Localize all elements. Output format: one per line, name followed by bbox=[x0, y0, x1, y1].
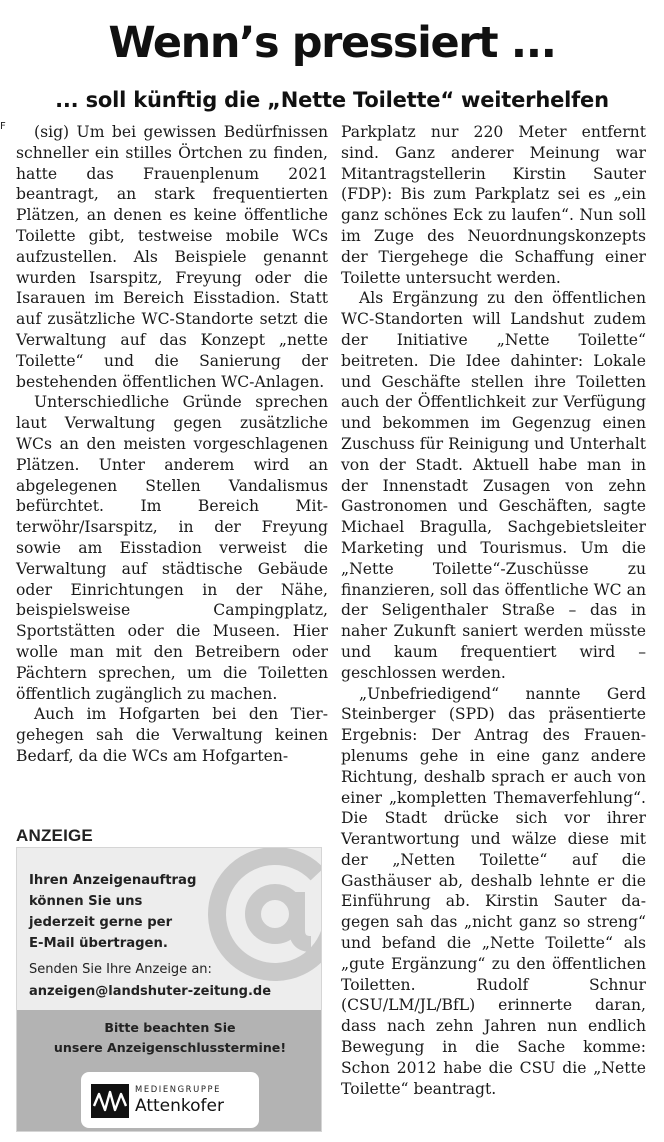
ad-message-line: können Sie uns bbox=[29, 894, 143, 909]
subheadline: ... soll künftig die „Nette Toilette“ weiterhelfen bbox=[55, 88, 609, 112]
ad-message bbox=[29, 870, 229, 954]
paragraph: „Unbefriedigend“ nannte Gerd Steinberger (SPD) das präsentierte Ergebnis: Der Antrag des Frauenplenums gehe in eine ganz andere Richtung, deshalb sprach er auch von einer „kompletten Themaverfehlung“. Die Stadt drücke sich vor ihrer Verantwortung und wälze diese mit der „Netten Toilette“ auf die Gasthäuser ab, deshalb lehnte er die Einführung ab. Kirstin Sauter dagegen sah das „nicht ganz so streng“ und befand die „Nette Toilette“ als „gute Ergänzung“ zu den öffentlichen Toiletten. Rudolf Schnur (CSU/LM/JL/BfL) erinnerte daran, dass nach zehn Jahren nun endlich Bewegung in die Sache komme: Schon 2012 habe die CSU die „Nette Toilette“ beantragt. bbox=[341, 684, 646, 1098]
ad-message-line: E-Mail übertragen. bbox=[29, 936, 168, 951]
paragraph: (sig) Um bei gewissen Bedürfnissen schneller ein stilles Örtchen zu finden, hatte das Frauenplenum 2021 beantragt, an stark frequentierten Plätzen, an denen es keine öffentliche Toilette gibt, testweise mobile WCs aufzustellen. Als Beispiele genannt wurden Isarspitz, Freyung oder die Isarauen im Bereich Eisstadion. Statt auf zusätzliche WC-Standorte setzt die Verwaltung auf das Konzept „nette Toilette“ und die Sanierung der bestehenden öffentlichen WC-Anlagen. bbox=[16, 123, 328, 391]
logo-subtitle: MEDIENGRUPPE bbox=[135, 1084, 222, 1094]
paragraph-continued: Parkplatz nur 220 Meter entfernt sind. Ganz anderer Meinung war Mitantragstellerin Kirstin Sauter (FDP): Bis zum Parkplatz sei es „ein ganz schönes Eck zu laufen“. Nun soll im Zuge des Neuordnungskonzepts der Tiergehege die Schaffung einer Toilette untersucht werden. bbox=[341, 123, 646, 287]
waveform-logo-icon bbox=[91, 1084, 129, 1118]
publisher-logo[interactable] bbox=[81, 1072, 259, 1128]
paragraph: Als Ergänzung zu den öffentlichen WC-Standorten will Landshut zudem der Initiative „Nette Toilette“ beitreten. Die Idee dahinter: Lokale und Geschäfte stellen ihre Toiletten auch der Öffentlichkeit zur Verfügung und bekommen im Gegenzug einen Zuschuss für Reinigung und Unterhalt von der Stadt. Aktuell habe man in der Innenstadt Zusagen von zehn Gastronomen und Geschäften, sagte Michael Bragulla, Sachgebietsleiter Marketing und Tourismus. Um die „Nette Toilette“-Zuschüsse zu finanzieren, soll das öffentliche WC an der Seligenthaler Straße – das in naher Zukunft saniert werden müsste und kaum frequentiert wird – geschlossen werden. bbox=[341, 289, 646, 682]
ad-message-line: Ihren Anzeigenauftrag bbox=[29, 873, 197, 888]
advertisement[interactable] bbox=[16, 847, 322, 1132]
paragraph: Auch im Hofgarten bei den Tiergehegen sah die Verwaltung keinen Bedarf, da die WCs am Hofgarten- bbox=[16, 705, 328, 765]
ad-deadline-line: Bitte beachten Sie bbox=[104, 1020, 236, 1035]
headline: Wenn’s pressiert ... bbox=[108, 18, 556, 68]
ad-email-link[interactable]: anzeigen@landshuter-zeitung.de bbox=[29, 984, 272, 999]
ad-deadline-note bbox=[17, 1018, 322, 1058]
ad-send-to: Senden Sie Ihre Anzeige an: bbox=[29, 962, 212, 977]
ad-deadline-band bbox=[17, 1010, 322, 1132]
paragraph: Unterschiedliche Gründe sprechen laut Verwaltung gegen zusätzliche WCs an den meisten vorgeschlagenen Plätzen. Unter anderem wird an abgelegenen Stellen Vandalismus befürchtet. Im Bereich Mitterwöhr/Isarspitz, in der Freyung sowie am Eisstadion verweist die Verwaltung auf städtische Gebäude oder Einrichtungen in der Nähe, beispielsweise Campingplatz, Sportstätten oder die Museen. Hier wolle man mit den Betreibern oder Pächtern sprechen, um die Toiletten öffentlich zugänglich zu machen. bbox=[16, 393, 328, 703]
margin-mark: F bbox=[0, 121, 6, 132]
article-column-left bbox=[16, 122, 328, 822]
ad-deadline-line: unsere Anzeigenschlusstermine! bbox=[53, 1040, 287, 1055]
ad-label: ANZEIGE bbox=[16, 826, 93, 845]
article-column-right bbox=[341, 122, 646, 1134]
ad-message-line: jederzeit gerne per bbox=[29, 915, 173, 930]
logo-title: Attenkofer bbox=[135, 1096, 224, 1116]
